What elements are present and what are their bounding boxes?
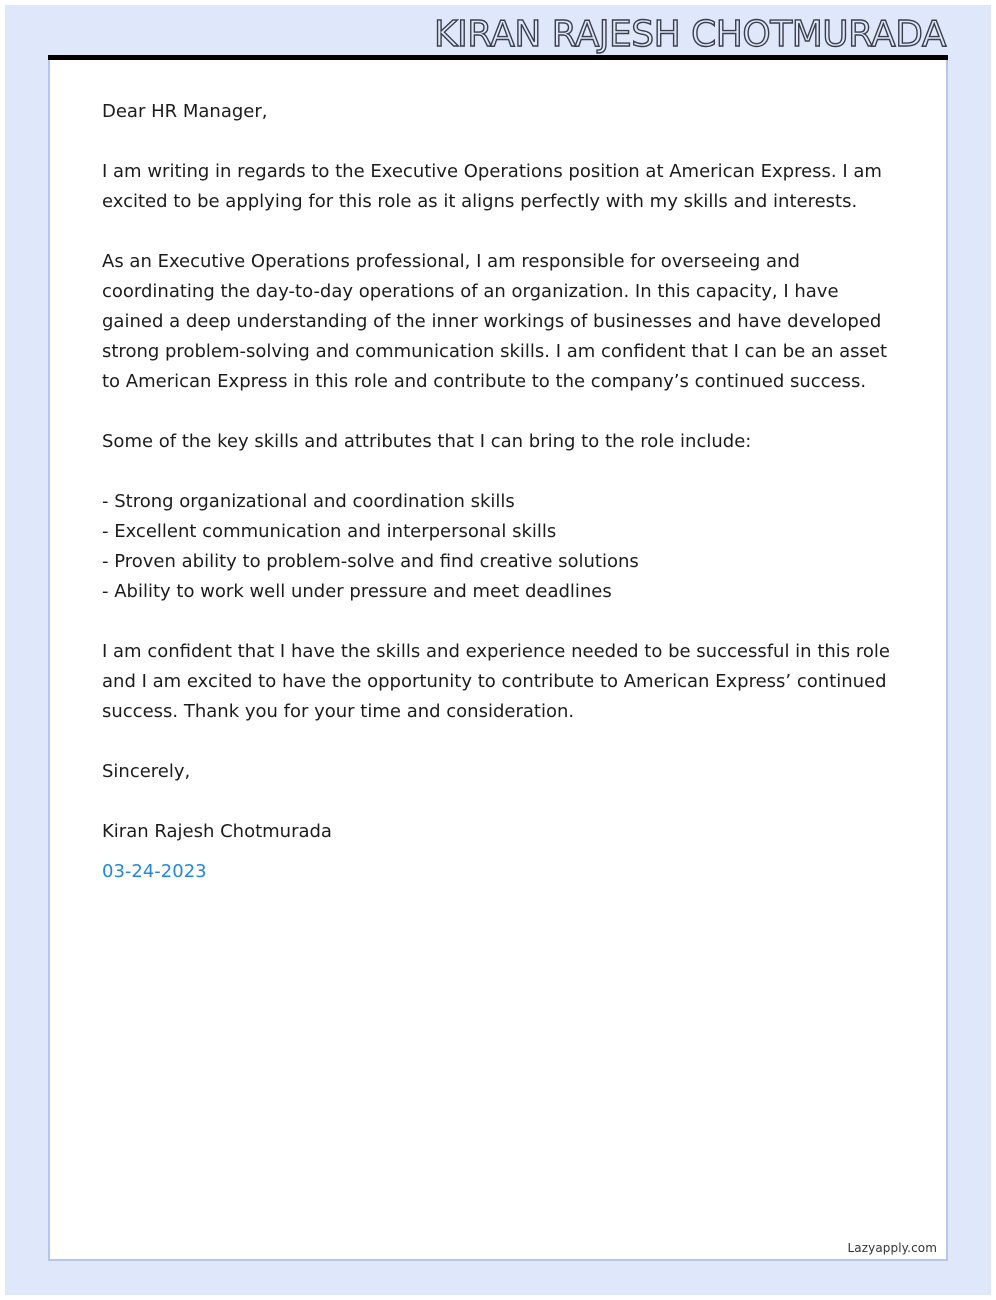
lazyapply-watermark: Lazyapply.com bbox=[847, 1241, 937, 1255]
closing-paragraph: I am confident that I have the skills and experience needed to be successful in this role and I am excited to have the opportunity to contribute to American Express’ continued success. Thank you for your time and consideration. bbox=[102, 641, 890, 722]
applicant-name-header: KIRAN RAJESH CHOTMURADA bbox=[433, 14, 946, 55]
skill-item: - Strong organizational and coordination skills bbox=[102, 491, 515, 512]
cover-letter-body bbox=[102, 97, 902, 887]
skill-item: - Proven ability to problem-solve and find creative solutions bbox=[102, 551, 639, 572]
experience-paragraph: As an Executive Operations professional, I am responsible for overseeing and coordinating the day-to-day operations of an organization. In this capacity, I have gained a deep understanding of the inner workings of businesses and have developed strong problem-solving and communication skills. I am confident that I can be an asset to American Express in this role and contribute to the company’s continued success. bbox=[102, 251, 888, 392]
skill-item: - Excellent communication and interpersonal skills bbox=[102, 521, 557, 542]
salutation: Dear HR Manager, bbox=[102, 101, 268, 122]
skills-intro-paragraph: Some of the key skills and attributes that I can bring to the role include: bbox=[102, 431, 752, 452]
signoff: Sincerely, bbox=[102, 761, 191, 782]
skills-list bbox=[102, 487, 902, 607]
skill-item: - Ability to work well under pressure and meet deadlines bbox=[102, 581, 612, 602]
letter-date: 03-24-2023 bbox=[102, 861, 207, 882]
letter-page bbox=[48, 60, 948, 1261]
intro-paragraph: I am writing in regards to the Executive Operations position at American Express. I am excited to be applying for this role as it aligns perfectly with my skills and interests. bbox=[102, 161, 882, 212]
signer-name: Kiran Rajesh Chotmurada bbox=[102, 821, 332, 842]
